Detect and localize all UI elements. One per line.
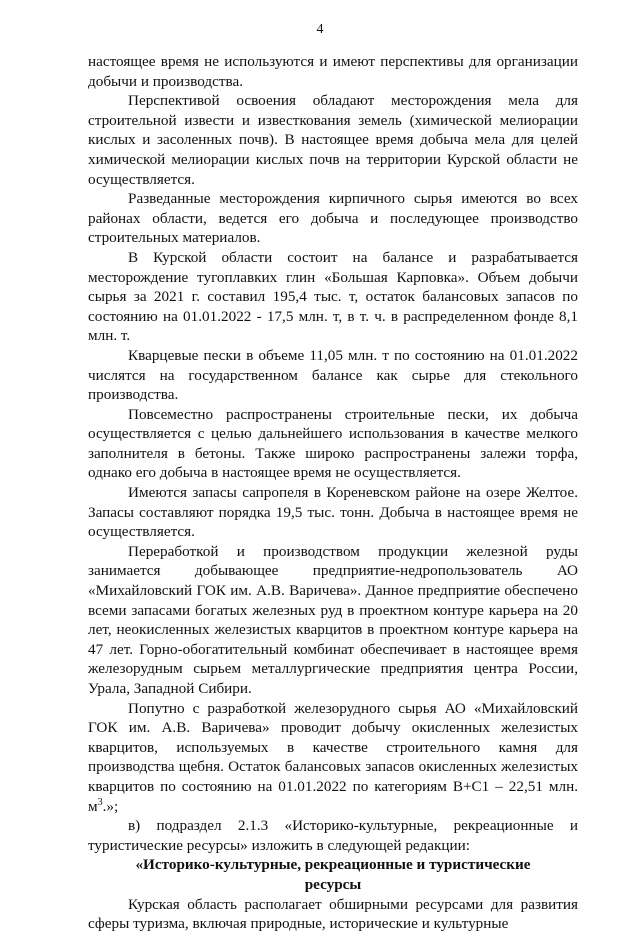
superscript-three: 3 xyxy=(97,796,103,808)
paragraph-oxidized-quartzite xyxy=(88,699,578,817)
paragraph-oxidized-quartzite-tail: .»; xyxy=(102,797,119,815)
page-number: 4 xyxy=(316,22,324,37)
paragraph-intro: настоящее время не используются и имеют перспективы для организации добычи и производства. xyxy=(88,53,578,90)
paragraph-chalk: Перспективой освоения обладают месторождения мела для строительной извести и известкования земель (химической мелиорации кислых и засоленных почв). В настоящее время добыча мела для целей химической мелиорации кислых почв на территории Курской области не осуществляется. xyxy=(88,92,578,188)
paragraph-brick-raw: Разведанные месторождения кирпичного сырья имеются во всех районах области, ведется его добыча и последующее производство строительных материалов. xyxy=(88,190,578,247)
paragraph-subsection-amendment: в) подраздел 2.1.3 «Историко-культурные, рекреационные и туристические ресурсы» изложить в следующей редакции: xyxy=(88,817,578,854)
paragraph-building-sand: Повсеместно распространены строительные пески, их добыча осуществляется с целью дальнейшего использования в качестве мелкого заполнителя в бетоны. Также широко распространены залежи торфа, однако его добыча в настоящее время не осуществляется. xyxy=(88,405,578,482)
paragraph-tourism: Курская область располагает обширными ресурсами для развития сферы туризма, включая природные, исторические и культурные xyxy=(88,895,578,933)
paragraph-quartz-sand: Кварцевые пески в объеме 11,05 млн. т по состоянию на 01.01.2022 числятся на государственном балансе как сырье для стекольного производства. xyxy=(88,346,578,404)
section-heading: «Историко-культурные, рекреационные и туристические ресурсы xyxy=(135,856,531,893)
paragraph-oxidized-quartzite-text: Попутно с разработкой железорудного сырья АО «Михайловский ГОК им. А.В. Варичева» проводит добычу окисленных железистых кварцитов, используемых в качестве строительного камня для производства щебня. Остаток балансовых запасов окисленных железистых кварцитов по состоянию на 01.01.2022 по категориям В+С1 – 22,51 млн. м xyxy=(88,699,578,815)
paragraph-refractory-clay: В Курской области состоит на балансе и разрабатывается месторождение тугоплавких глин «Большая Карповка». Объем добычи сырья за 2021 г. составил 195,4 тыс. т, остаток балансовых запасов по состоянию на 01.01.2022 - 17,5 млн. т, в т. ч. в распределенном фонде 8,1 млн. т. xyxy=(88,248,578,345)
paragraph-sapropel: Имеются запасы сапропеля в Кореневском районе на озере Желтое. Запасы составляют порядка 19,5 тыс. тонн. Добыча в настоящее время не осуществляется. xyxy=(88,484,578,541)
document-body xyxy=(88,52,578,934)
paragraph-iron-ore: Переработкой и производством продукции железной руды занимается добывающее предприятие-недропользователь АО «Михайловский ГОК им. А.В. Варичева». Данное предприятие обеспечено всеми запасами богатых железных руд в проектном контуре карьера на 20 лет, неокисленных железистых кварцитов в проектном контуре карьера на 47 лет. Горно-обогатительный комбинат обеспечивает в настоящее время железорудным сырьем металлургические предприятия центра России, Урала, Западной Сибири. xyxy=(88,542,578,697)
